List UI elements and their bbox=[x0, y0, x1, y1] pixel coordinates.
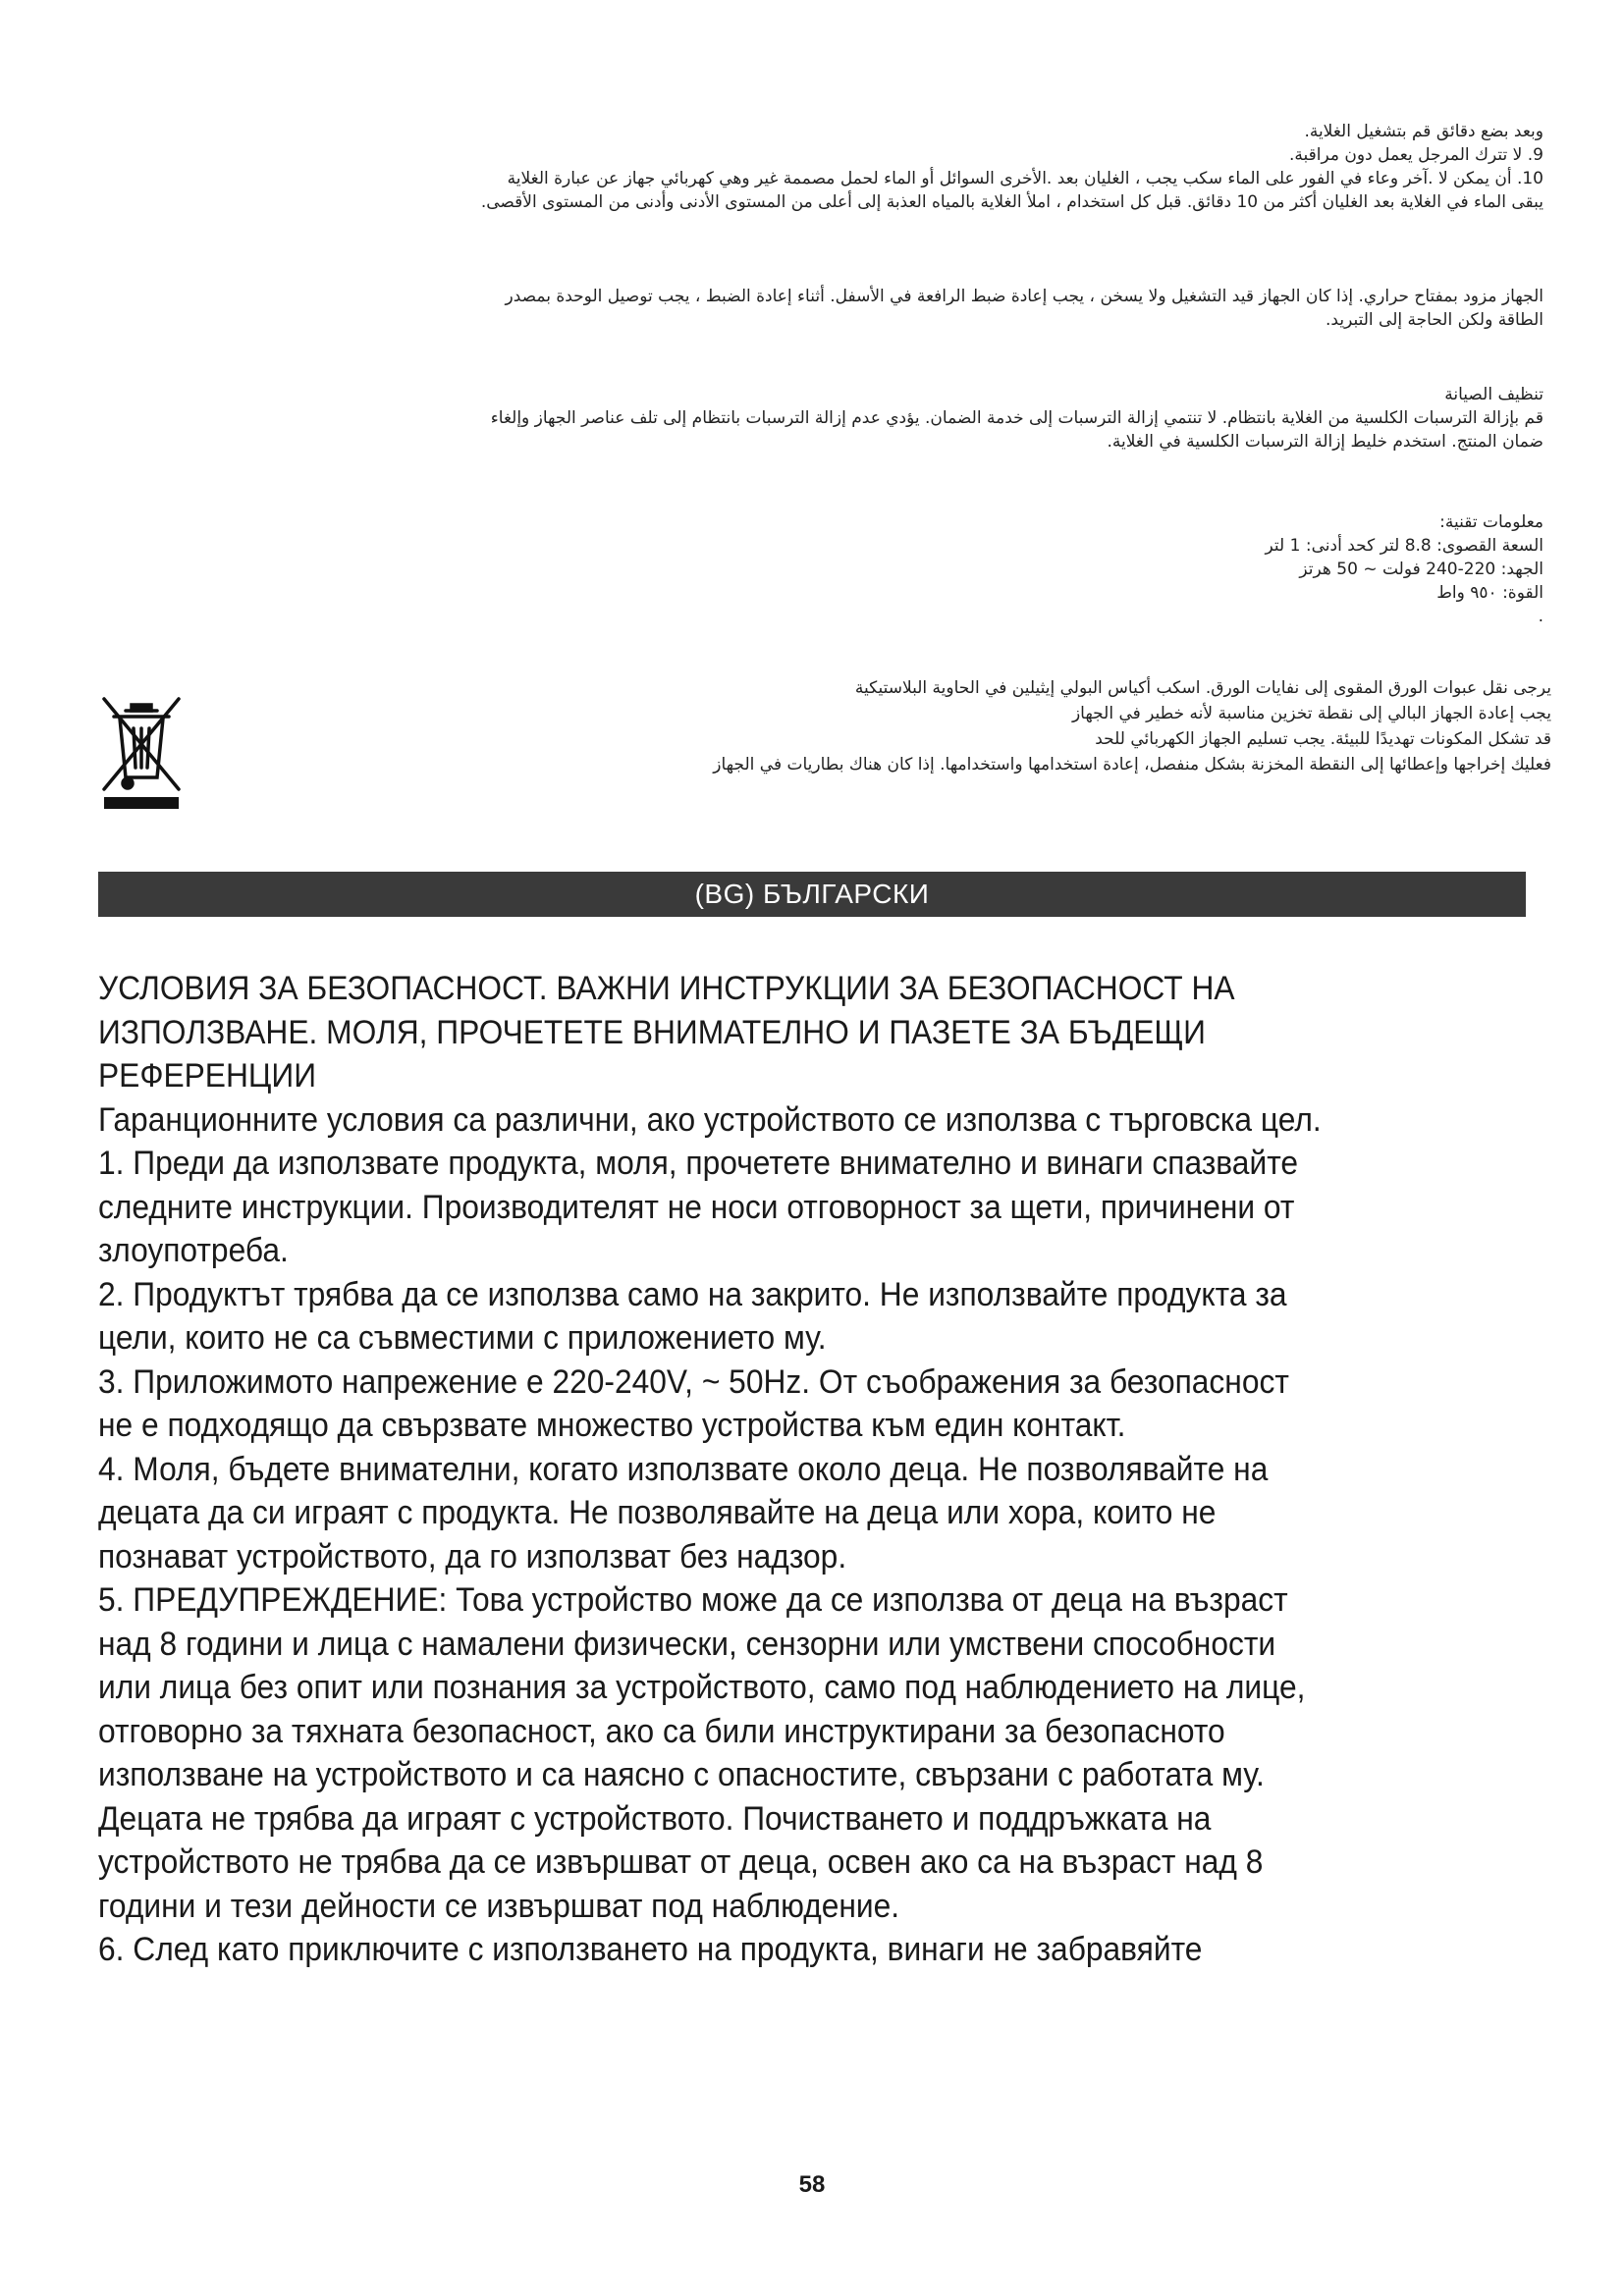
body-line: устройството не трябва да се извършват от деца, освен ако са на възраст над 8 bbox=[98, 1843, 1264, 1881]
body-line: 5. ПРЕДУПРЕЖДЕНИЕ: Това устройство може да се използва от деца на възраст bbox=[98, 1581, 1288, 1619]
body-line: отговорно за тяхната безопасност, ако са били инструктирани за безопасното bbox=[98, 1712, 1225, 1750]
arabic-intro bbox=[98, 120, 1543, 214]
bulgarian-safety-text bbox=[98, 967, 1542, 1972]
heading-line: УСЛОВИЯ ЗА БЕЗОПАСНОСТ. ВАЖНИ ИНСТРУКЦИИ ЗА БЕЗОПАСНОСТ НА bbox=[98, 970, 1235, 1007]
page-number: 58 bbox=[798, 2171, 826, 2198]
arabic-line: 10. أن يمكن لا .آخر وعاء في الفور على الماء سكب يجب ، الغليان بعد .الأخرى السوائل أو الماء لحمل مصممة غير وهي كهربائي جهاز عن عبارة الغلاية bbox=[507, 169, 1543, 188]
section-title-bar bbox=[98, 872, 1526, 917]
arabic-line: السعة القصوى: 8.8 لتر كحد أدنى: 1 لتر bbox=[1265, 536, 1543, 556]
body-line: 3. Приложимото напрежение е 220-240V, ~ 50Hz. От съображения за безопасност bbox=[98, 1362, 1289, 1401]
disposal-notice bbox=[98, 675, 1551, 823]
section-title: (BG) БЪЛГАРСКИ bbox=[694, 879, 930, 909]
arabic-line: الجهاز مزود بمفتاح حراري. إذا كان الجهاز قيد التشغيل ولا يسخن ، يجب إعادة ضبط الرافعة في الأسفل. أثناء إعادة الضبط ، يجب توصيل الوحدة بمصدر bbox=[505, 287, 1543, 306]
arabic-line: قم بإزالة الترسبات الكلسية من الغلاية بانتظام. لا تنتمي إزالة الترسبات إلى خدمة الضمان. يؤدي عدم إزالة الترسبات بانتظام إلى تلف عناصر الجهاز وإلغاء bbox=[490, 408, 1543, 428]
body-line: цели, които не са съвместими с приложението му. bbox=[98, 1319, 827, 1357]
body-line: използване на устройството и са наясно с опасностите, свързани с работата му. bbox=[98, 1756, 1265, 1793]
arabic-heading: تنظيف الصيانة bbox=[1444, 385, 1543, 404]
body-line: 2. Продуктът трябва да се използва само на закрито. Не използвайте продукта за bbox=[98, 1275, 1287, 1313]
body-line: 1. Преди да използвате продукта, моля, прочетете внимателно и винаги спазвайте bbox=[98, 1145, 1299, 1182]
body-line: децата да си играят с продукта. Не позволявайте на деца или хора, които не bbox=[98, 1494, 1217, 1531]
body-line: над 8 години и лица с намалени физически, сензорни или умствени способности bbox=[98, 1625, 1276, 1663]
crossed-out-wheelie-bin-icon bbox=[98, 695, 185, 811]
arabic-line: وبعد بضع دقائق قم بتشغيل الغلاية. bbox=[1304, 122, 1543, 141]
body-line: 4. Моля, бъдете внимателни, когато използвате около деца. Не позволявайте на bbox=[98, 1450, 1269, 1488]
arabic-maintenance bbox=[98, 383, 1543, 454]
body-line: Гаранционните условия са различни, ако устройството се използва с търговска цел. bbox=[98, 1100, 1322, 1139]
arabic-line: الجهد: 220-240 فولت ~ 50 هرتز bbox=[1299, 560, 1543, 579]
body-line: Децата не трябва да играят с устройството. Почистването и поддръжката на bbox=[98, 1799, 1212, 1838]
arabic-line: 9. لا تترك المرجل يعمل دون مراقبة. bbox=[1289, 145, 1543, 165]
arabic-line: الطاقة ولكن الحاجة إلى التبريد. bbox=[1326, 310, 1543, 330]
arabic-technical-info bbox=[98, 510, 1543, 628]
arabic-heading: معلومات تقنية: bbox=[1439, 512, 1543, 532]
body-line: злоупотреба. bbox=[98, 1232, 289, 1269]
heading-line: РЕФЕРЕНЦИИ bbox=[98, 1057, 317, 1095]
disposal-line: يجب إعادة الجهاز البالي إلى نقطة تخزين مناسبة لأنه خطير في الجهاز bbox=[1071, 704, 1551, 723]
arabic-line: القوة: ٩٥٠ واط bbox=[1436, 583, 1543, 603]
body-line: или лица без опит или познания за устройството, само под наблюдението на лице, bbox=[98, 1669, 1306, 1706]
arabic-line: يبقى الماء في الغلاية بعد الغليان أكثر من 10 دقائق. قبل كل استخدام ، املأ الغلاية بالمياه العذبة إلى أعلى من المستوى الأدنى وأدنى من المستوى الأقصى. bbox=[480, 192, 1543, 212]
heading-line: ИЗПОЛЗВАНЕ. МОЛЯ, ПРОЧЕТЕТЕ ВНИМАТЕЛНО И ПАЗЕТЕ ЗА БЪДЕЩИ bbox=[98, 1013, 1206, 1051]
arabic-line: . bbox=[1538, 607, 1543, 626]
disposal-line: يرجى نقل عبوات الورق المقوى إلى نفايات الورق. اسكب أكياس البولي إيثيلين في الحاوية البلاستيكية bbox=[854, 678, 1551, 698]
body-line: следните инструкции. Производителят не носи отговорност за щети, причинени от bbox=[98, 1188, 1295, 1226]
body-line: години и тези дейности се извършват под наблюдение. bbox=[98, 1887, 900, 1925]
arabic-thermal-switch bbox=[98, 285, 1543, 332]
body-line: не е подходящо да свързвате множество устройства към един контакт. bbox=[98, 1407, 1126, 1444]
disposal-line: فعليك إخراجها وإعطائها إلى النقطة المخزنة بشكل منفصل، إعادة استخدامها واستخدامها. إذا كان هناك بطاريات في الجهاز bbox=[713, 755, 1551, 774]
body-line: 6. След като приключите с използването на продукта, винаги не забравяйте bbox=[98, 1931, 1203, 1968]
disposal-text bbox=[206, 675, 1551, 777]
disposal-line: قد تشكل المكونات تهديدًا للبيئة. يجب تسليم الجهاز الكهربائي للحد bbox=[1095, 729, 1551, 749]
arabic-line: ضمان المنتج. استخدم خليط إزالة الترسبات الكلسية في الغلاية. bbox=[1107, 432, 1543, 452]
body-line: познават устройството, да го използват без надзор. bbox=[98, 1537, 847, 1575]
